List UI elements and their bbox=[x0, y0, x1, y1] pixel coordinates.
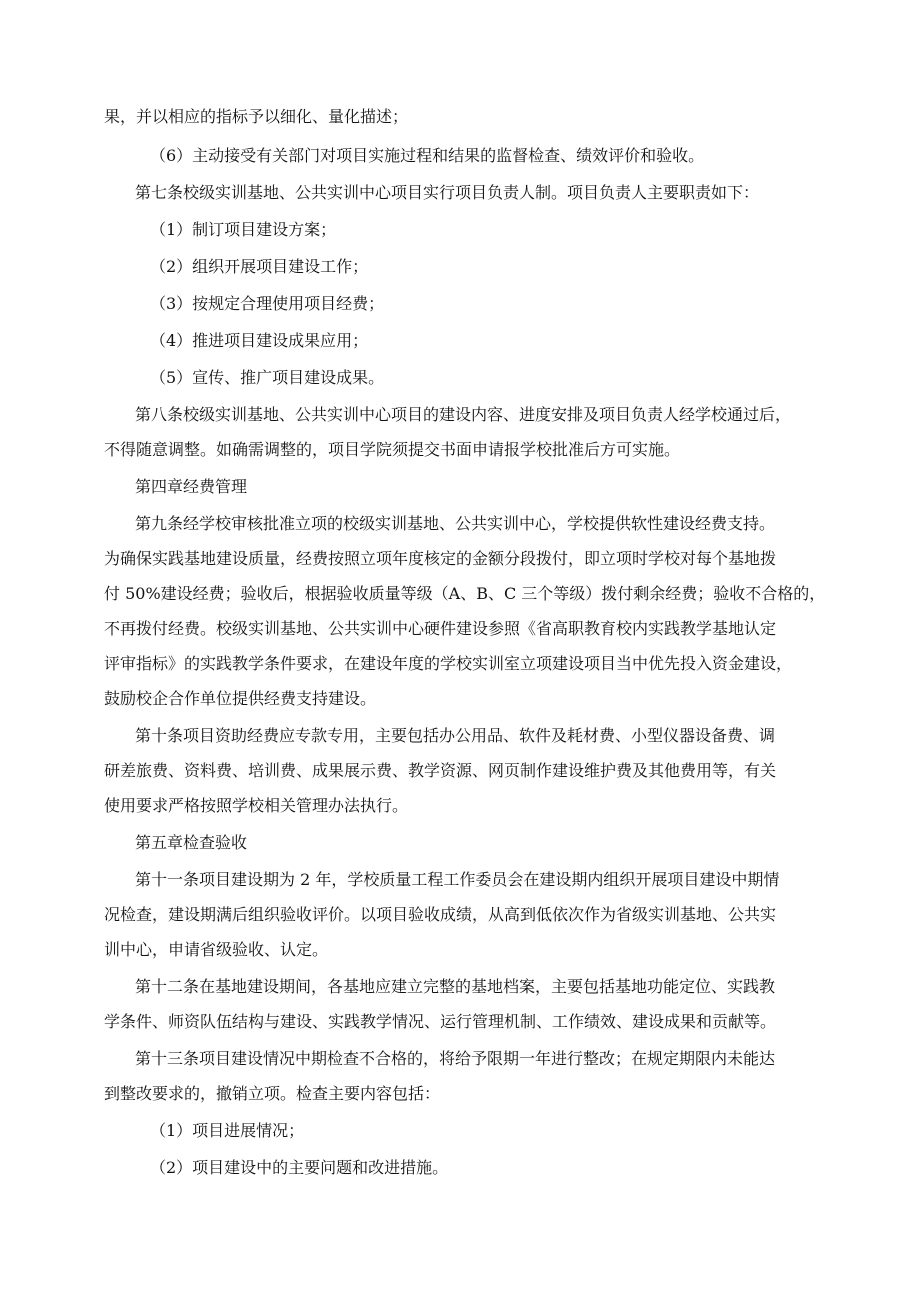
list-item: （4）推进项目建设成果应用； bbox=[150, 331, 369, 350]
list-item: （1）制订项目建设方案； bbox=[150, 220, 337, 239]
list-item: （5）宣传、推广项目建设成果。 bbox=[150, 368, 385, 387]
text-line: 不再拨付经费。校级实训基地、公共实训中心硬件建设参照《省高职教育校内实践教学基地认定 bbox=[104, 619, 777, 638]
text-line: 第十二条在基地建设期间，各基地应建立完整的基地档案，主要包括基地功能定位、实践教 bbox=[135, 977, 776, 996]
text-line: 学条件、师资队伍结构与建设、实践教学情况、运行管理机制、工作绩效、建设成果和贡献等。 bbox=[104, 1012, 777, 1031]
list-item: （2）组织开展项目建设工作； bbox=[150, 257, 369, 276]
text-line: 付 50%建设经费；验收后，根据验收质量等级（A、B、C 三个等级）拨付剩余经费；验收不合格的， bbox=[104, 584, 826, 603]
text-line: 第八条校级实训基地、公共实训中心项目的建设内容、进度安排及项目负责人经学校通过后， bbox=[135, 405, 792, 424]
text-line: 况检查，建设期满后组织验收评价。以项目验收成绩，从高到低依次作为省级实训基地、公共实 bbox=[104, 905, 777, 924]
text-line: 到整改要求的，撤销立项。检查主要内容包括： bbox=[104, 1084, 441, 1103]
text-line: 第十三条项目建设情况中期检查不合格的，将给予限期一年进行整改；在规定期限内未能达 bbox=[135, 1049, 776, 1068]
text-line: 为确保实践基地建设质量，经费按照立项年度核定的金额分段拨付，即立项时学校对每个基地拨 bbox=[104, 549, 777, 568]
text-line: 鼓励校企合作单位提供经费支持建设。 bbox=[104, 689, 377, 708]
text-line: 果，并以相应的指标予以细化、量化描述； bbox=[104, 107, 409, 126]
text-line: 评审指标》的实践教学条件要求，在建设年度的学校实训室立项建设项目当中优先投入资金建设， bbox=[104, 654, 793, 673]
article-heading-line: 第七条校级实训基地、公共实训中心项目实行项目负责人制。项目负责人主要职责如下： bbox=[135, 183, 760, 202]
text-line: 不得随意调整。如确需调整的，项目学院须提交书面申请报学校批准后方可实施。 bbox=[104, 440, 681, 459]
text-line: 第九条经学校审核批准立项的校级实训基地、公共实训中心，学校提供软性建设经费支持。 bbox=[135, 514, 776, 533]
text-line: 第十条项目资助经费应专款专用，主要包括办公用品、软件及耗材费、小型仪器设备费、调 bbox=[135, 726, 776, 745]
list-item: （1）项目进展情况； bbox=[150, 1121, 305, 1140]
text-line: 第十一条项目建设期为 2 年，学校质量工程工作委员会在建设期内组织开展项目建设中期情 bbox=[135, 870, 780, 889]
text-line: 研差旅费、资料费、培训费、成果展示费、教学资源、网页制作建设维护费及其他费用等，有关 bbox=[104, 761, 777, 780]
text-line: 训中心，申请省级验收、认定。 bbox=[104, 940, 329, 959]
chapter-heading: 第五章检查验收 bbox=[135, 833, 248, 852]
chapter-heading: 第四章经费管理 bbox=[135, 477, 248, 496]
list-item: （3）按规定合理使用项目经费； bbox=[150, 294, 385, 313]
list-item: （2）项目建设中的主要问题和改进措施。 bbox=[150, 1158, 449, 1177]
text-line: 使用要求严格按照学校相关管理办法执行。 bbox=[104, 796, 409, 815]
list-item: （6）主动接受有关部门对项目实施过程和结果的监督检查、绩效评价和验收。 bbox=[150, 146, 705, 165]
